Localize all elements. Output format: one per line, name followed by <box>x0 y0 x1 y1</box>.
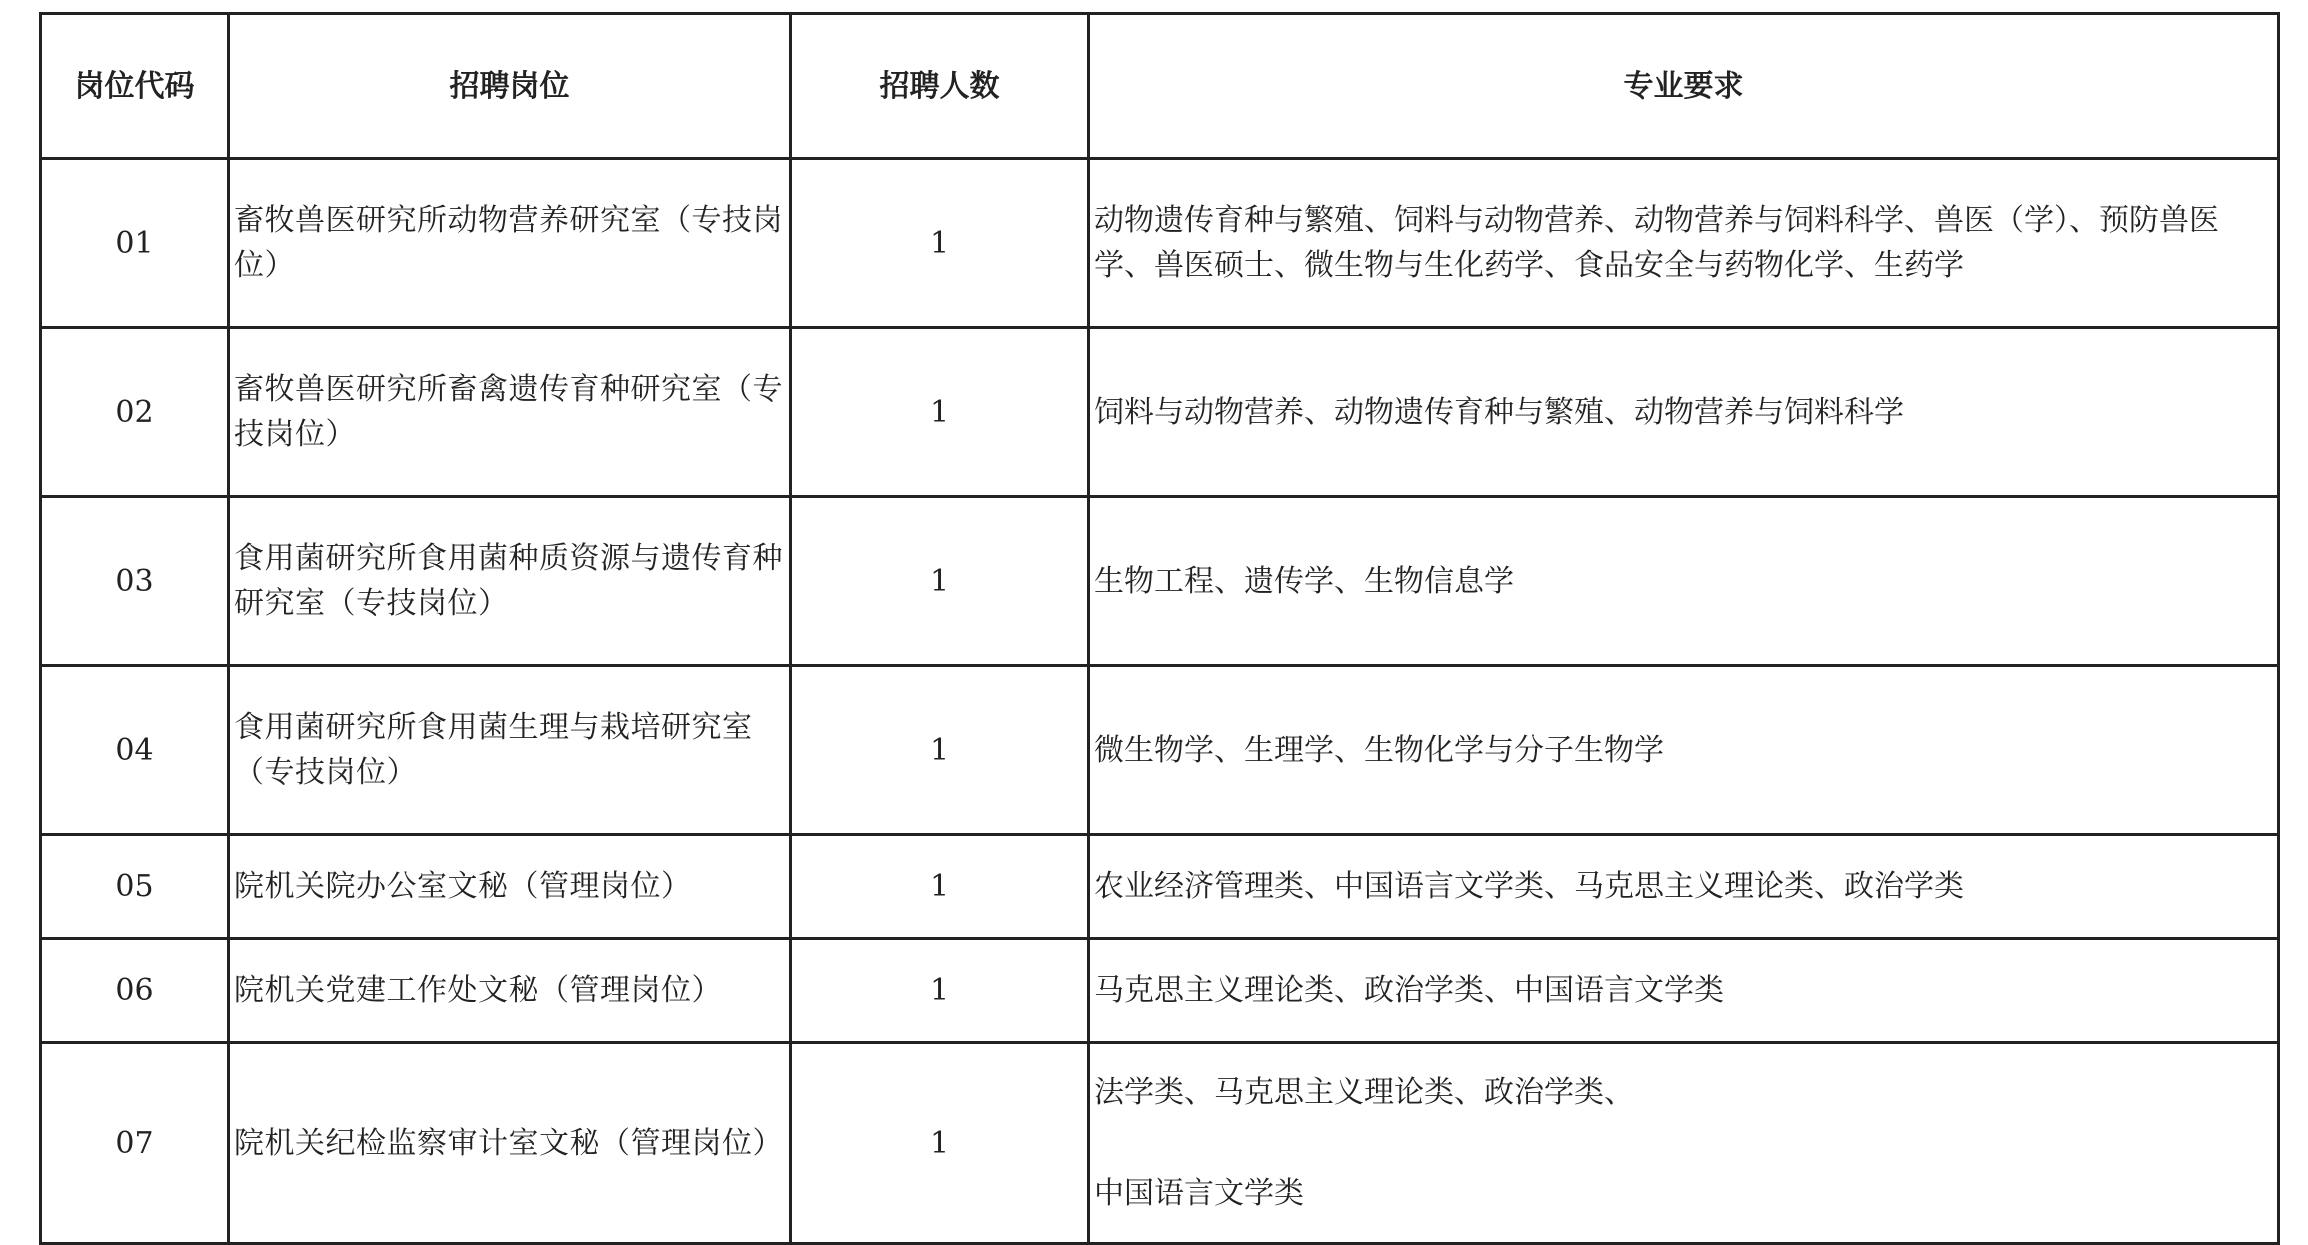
cell-post: 院机关院办公室文秘（管理岗位） <box>229 835 791 939</box>
table-row <box>41 939 2279 1043</box>
cell-major: 动物遗传育种与繁殖、饲料与动物营养、动物营养与饲料科学、兽医（学）、预防兽医学、兽医硕士、微生物与生化药学、食品安全与药物化学、生药学 <box>1089 159 2279 328</box>
table-row <box>41 666 2279 835</box>
major-line-2: 中国语言文学类 <box>1094 1176 1304 1211</box>
header-count: 招聘人数 <box>791 14 1089 159</box>
cell-major <box>1089 1043 2279 1244</box>
cell-code: 05 <box>41 835 229 939</box>
major-line-1: 法学类、马克思主义理论类、政治学类、 <box>1094 1075 1634 1110</box>
cell-post: 畜牧兽医研究所动物营养研究室（专技岗位） <box>229 159 791 328</box>
cell-code: 04 <box>41 666 229 835</box>
cell-code: 03 <box>41 497 229 666</box>
table-row <box>41 328 2279 497</box>
cell-post: 院机关纪检监察审计室文秘（管理岗位） <box>229 1043 791 1244</box>
cell-post: 畜牧兽医研究所畜禽遗传育种研究室（专技岗位） <box>229 328 791 497</box>
cell-post: 食用菌研究所食用菌种质资源与遗传育种研究室（专技岗位） <box>229 497 791 666</box>
cell-major: 生物工程、遗传学、生物信息学 <box>1089 497 2279 666</box>
cell-major: 农业经济管理类、中国语言文学类、马克思主义理论类、政治学类 <box>1089 835 2279 939</box>
header-code: 岗位代码 <box>41 14 229 159</box>
header-row <box>41 14 2279 159</box>
cell-count: 1 <box>791 159 1089 328</box>
cell-count: 1 <box>791 939 1089 1043</box>
cell-code: 06 <box>41 939 229 1043</box>
table-row <box>41 497 2279 666</box>
cell-count: 1 <box>791 835 1089 939</box>
header-major: 专业要求 <box>1089 14 2279 159</box>
cell-post: 食用菌研究所食用菌生理与栽培研究室（专技岗位） <box>229 666 791 835</box>
header-post: 招聘岗位 <box>229 14 791 159</box>
cell-major: 饲料与动物营养、动物遗传育种与繁殖、动物营养与饲料科学 <box>1089 328 2279 497</box>
cell-code: 02 <box>41 328 229 497</box>
table-row <box>41 1043 2279 1244</box>
cell-count: 1 <box>791 328 1089 497</box>
table-row <box>41 835 2279 939</box>
cell-major: 马克思主义理论类、政治学类、中国语言文学类 <box>1089 939 2279 1043</box>
cell-major: 微生物学、生理学、生物化学与分子生物学 <box>1089 666 2279 835</box>
table-row <box>41 159 2279 328</box>
cell-count: 1 <box>791 666 1089 835</box>
recruitment-table <box>39 12 2280 1245</box>
cell-code: 01 <box>41 159 229 328</box>
cell-count: 1 <box>791 1043 1089 1244</box>
cell-code: 07 <box>41 1043 229 1244</box>
cell-count: 1 <box>791 497 1089 666</box>
cell-post: 院机关党建工作处文秘（管理岗位） <box>229 939 791 1043</box>
